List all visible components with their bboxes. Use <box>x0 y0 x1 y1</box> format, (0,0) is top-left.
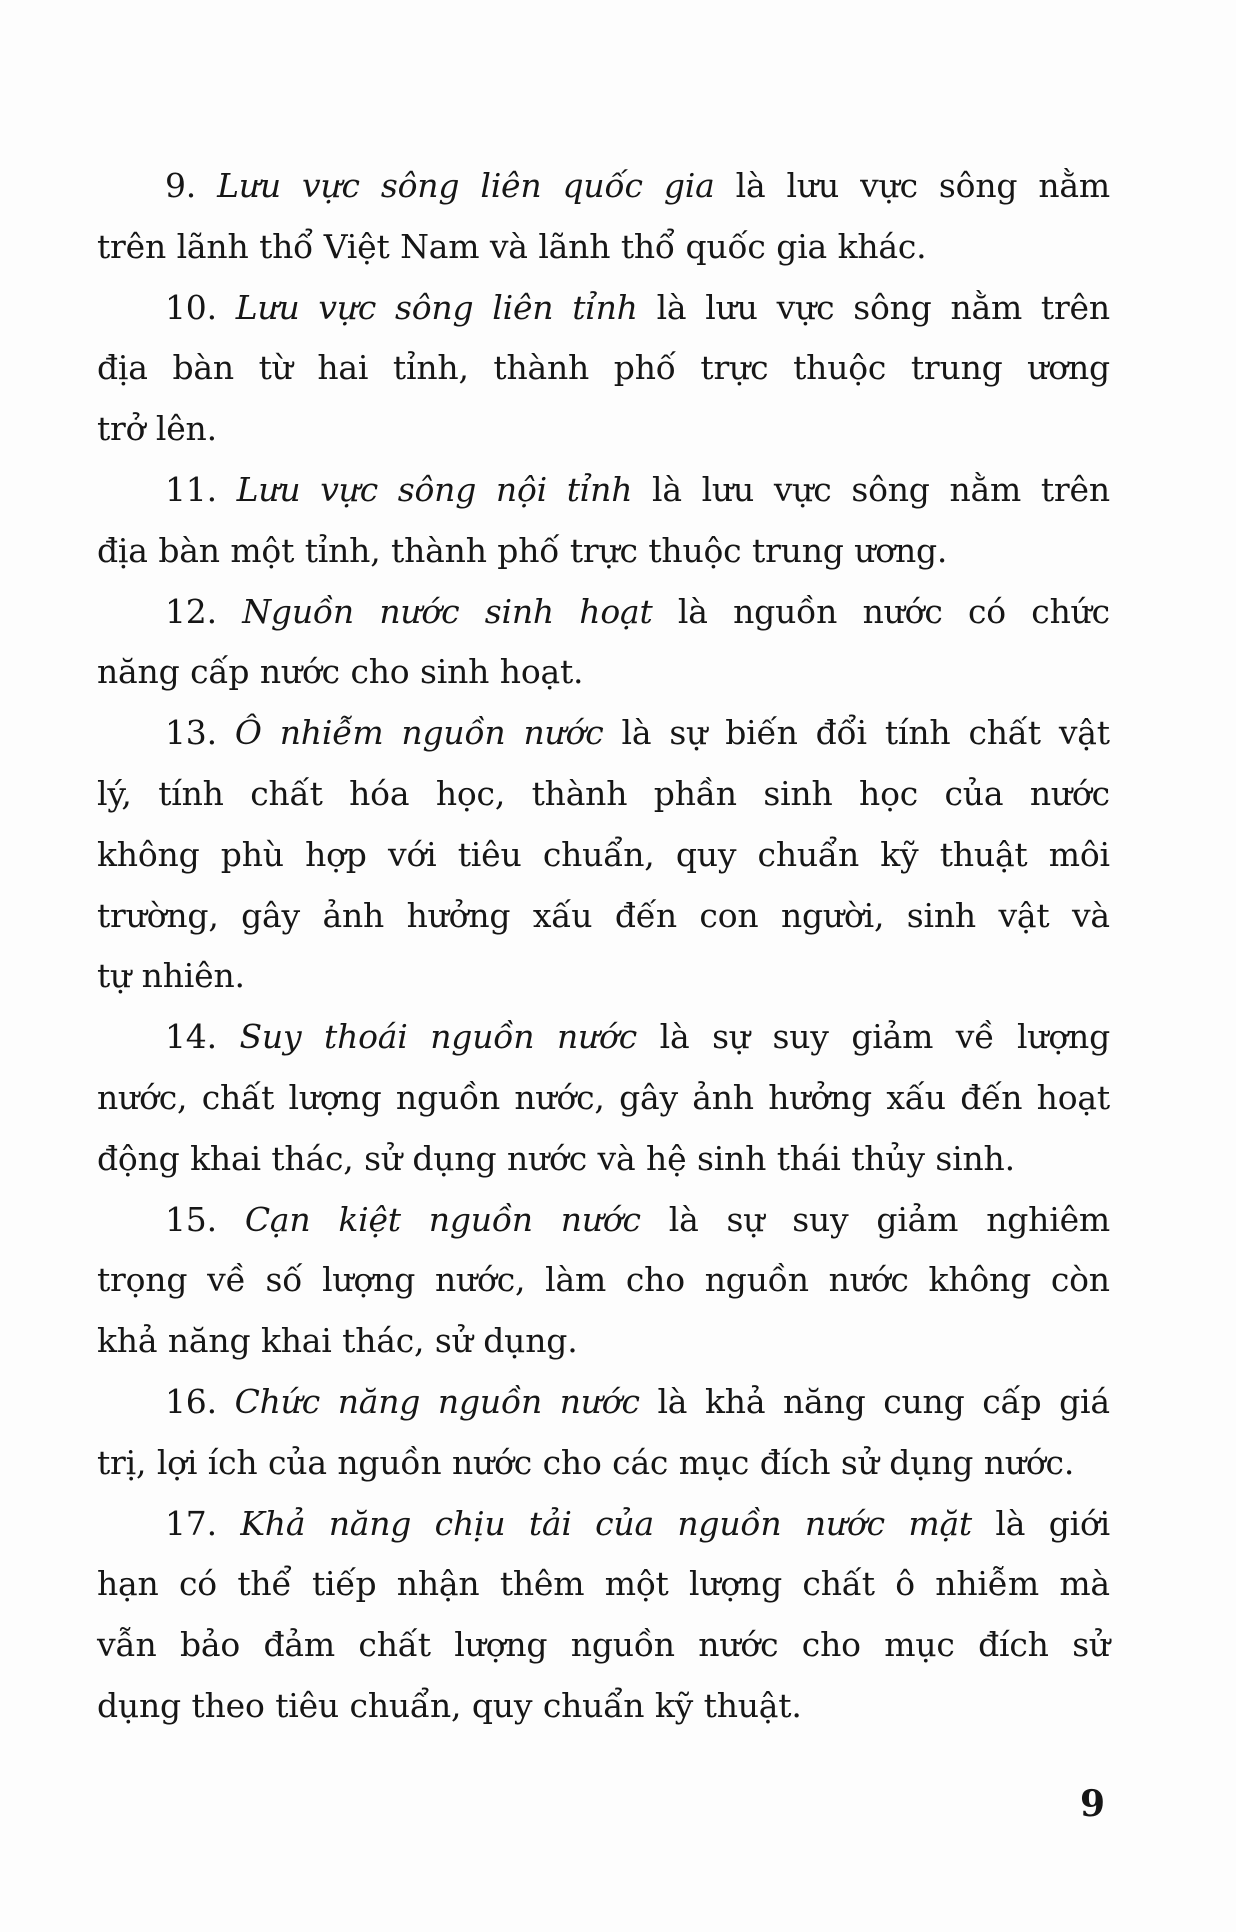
word: chuẩn, <box>349 1685 462 1725</box>
word: thể <box>237 1564 292 1604</box>
word: thuật <box>939 834 1028 874</box>
defined-term-word: Cạn <box>244 1199 311 1239</box>
word: sự <box>726 1199 765 1239</box>
word: giá <box>1059 1381 1110 1421</box>
defined-term-word: Chức <box>234 1381 321 1421</box>
word: sinh <box>420 652 490 692</box>
word: bàn <box>158 530 220 570</box>
word: suy <box>792 1199 849 1239</box>
word: nước <box>506 1138 587 1178</box>
word: xấu <box>886 1077 946 1117</box>
word: lượng <box>454 1625 548 1665</box>
word: hợp <box>305 834 367 874</box>
word: và <box>1071 895 1110 935</box>
word: trường, <box>97 895 219 935</box>
word: dụng <box>889 1442 974 1482</box>
word: khả <box>97 1321 158 1361</box>
word: tự <box>97 956 132 996</box>
word: trị, <box>97 1442 147 1482</box>
word: nằm <box>949 469 1022 509</box>
defined-term-word: năng <box>328 1503 412 1543</box>
paragraph-line <box>97 1250 1110 1311</box>
paragraph-first-line <box>97 582 1110 643</box>
word: môi <box>1048 834 1110 874</box>
word: lưu <box>705 287 758 327</box>
word: sông <box>853 287 932 327</box>
word: hoạt. <box>499 652 584 692</box>
word: theo <box>191 1685 265 1725</box>
word: đảm <box>263 1625 335 1665</box>
word: phố <box>613 348 676 388</box>
word: hưởng <box>406 895 511 935</box>
definition-paragraph <box>97 1372 1110 1494</box>
definition-paragraph <box>97 460 1110 582</box>
word: không <box>928 1260 1032 1300</box>
defined-term-word: kiệt <box>338 1199 401 1239</box>
word: từ <box>258 348 293 388</box>
word: cấp <box>982 1381 1042 1421</box>
word: chất <box>250 773 323 813</box>
word: Nam <box>400 226 480 266</box>
word: thuật. <box>703 1685 802 1725</box>
word: nằm <box>950 287 1023 327</box>
word: động <box>97 1138 180 1178</box>
word: với <box>388 834 437 874</box>
word: đích <box>759 1442 831 1482</box>
paragraph-first-line <box>97 1190 1110 1251</box>
word: nguồn <box>704 1260 809 1300</box>
word: trở <box>97 409 146 449</box>
word: chất <box>968 713 1041 753</box>
word: tính <box>158 773 224 813</box>
word: sử <box>434 1321 473 1361</box>
word: là <box>621 713 652 753</box>
definition-paragraph <box>97 582 1110 704</box>
word: sử <box>840 1442 879 1482</box>
defined-term-word: hoạt <box>579 591 653 631</box>
word: phố <box>497 530 560 570</box>
word: 17. <box>165 1503 217 1543</box>
defined-term-word: Lưu <box>217 166 281 205</box>
paragraph-first-line <box>97 460 1110 521</box>
word: nhận <box>396 1564 480 1604</box>
defined-term-word: nguồn <box>677 1503 782 1543</box>
word: 16. <box>165 1381 217 1421</box>
word: con <box>699 895 759 935</box>
word: vật <box>1058 713 1110 753</box>
word: tỉnh, <box>392 348 469 388</box>
word: thác, <box>271 1138 354 1178</box>
word: thành <box>391 530 487 570</box>
word: thủy <box>851 1138 925 1178</box>
word: trên <box>1040 287 1110 327</box>
word: nguồn <box>733 591 838 631</box>
defined-term-word: mặt <box>908 1503 972 1543</box>
word: hệ <box>646 1138 687 1178</box>
paragraph-first-line <box>97 156 1110 217</box>
word: 9. <box>165 166 197 205</box>
word: về <box>207 1260 246 1300</box>
defined-term-word: Lưu <box>236 469 301 509</box>
word: chất <box>201 1077 275 1117</box>
word: gây <box>241 895 300 935</box>
defined-term-word: nguồn <box>437 1381 542 1421</box>
paragraph-line <box>97 1311 1110 1372</box>
word: ích <box>207 1442 258 1482</box>
word: bàn <box>172 348 234 388</box>
word: là <box>656 287 687 327</box>
word: thuộc <box>648 530 742 570</box>
definitions-text <box>97 156 1110 1737</box>
word: ương. <box>854 530 948 570</box>
word: tỉnh, <box>304 530 381 570</box>
word: khai <box>260 1321 332 1361</box>
word: đổi <box>815 713 867 753</box>
word: sông <box>938 166 1018 205</box>
defined-term-word: quốc <box>562 166 643 205</box>
word: biến <box>725 713 798 753</box>
word: chất <box>802 1564 875 1604</box>
defined-term-word: nước <box>379 591 460 631</box>
word: nước <box>862 591 943 631</box>
word: gia <box>776 226 828 266</box>
word: cho <box>625 1260 685 1300</box>
word: và <box>489 226 528 266</box>
paragraph-line <box>97 1068 1110 1129</box>
word: sinh <box>906 895 976 935</box>
word: sự <box>669 713 708 753</box>
paragraph-line <box>97 825 1110 886</box>
word: ảnh <box>692 1077 754 1117</box>
word: lãnh <box>176 226 249 266</box>
word: sử <box>364 1138 402 1178</box>
word: tiếp <box>311 1564 377 1604</box>
word: hai <box>317 348 369 388</box>
word: mục <box>678 1442 750 1482</box>
defined-term-word: gia <box>663 166 715 205</box>
word: 11. <box>165 469 217 509</box>
word: lượng <box>322 1260 416 1300</box>
word: các <box>612 1442 669 1482</box>
defined-term-word: Nguồn <box>242 591 354 631</box>
word: giới <box>1048 1503 1110 1543</box>
word: tiêu <box>275 1685 339 1725</box>
word: làm <box>545 1260 607 1300</box>
word: thác, <box>342 1321 425 1361</box>
word: lợi <box>156 1442 198 1482</box>
word: tiêu <box>457 834 522 874</box>
word: học, <box>435 773 506 813</box>
word: vẫn <box>97 1625 157 1665</box>
paragraph-first-line <box>97 1007 1110 1068</box>
word: ương <box>1027 348 1110 388</box>
word: nhiên. <box>141 956 245 996</box>
defined-term-word: nước <box>560 1199 641 1239</box>
defined-term-word: nguồn <box>428 1199 533 1239</box>
word: chuẩn <box>757 834 859 874</box>
word: khác. <box>837 226 927 266</box>
word: Việt <box>323 226 390 266</box>
word: phần <box>653 773 737 813</box>
defined-term-word: vực <box>318 287 377 327</box>
word: 10. <box>165 287 217 327</box>
word: nước <box>828 1260 909 1300</box>
word: dụng. <box>483 1321 578 1361</box>
word: kỹ <box>880 834 919 874</box>
word: lý, <box>97 773 132 813</box>
defined-term-word: chịu <box>434 1503 506 1543</box>
word: suy <box>772 1017 829 1057</box>
paragraph-line <box>97 399 1110 460</box>
word: vực <box>776 287 835 327</box>
word: kỹ <box>654 1685 694 1725</box>
word: của <box>944 773 1004 813</box>
word: lượng <box>1016 1017 1110 1057</box>
defined-term-word: nguồn <box>430 1017 535 1057</box>
defined-term-word: Khả <box>240 1503 306 1543</box>
defined-term-word: tỉnh <box>572 287 638 327</box>
word: thổ <box>259 226 314 266</box>
word: quy <box>471 1685 533 1725</box>
defined-term-word: sinh <box>484 591 554 631</box>
word: trực <box>700 348 769 388</box>
word: gây <box>619 1077 678 1117</box>
word: nghiêm <box>986 1199 1110 1239</box>
defined-term-word: Suy <box>239 1017 302 1057</box>
word: nước <box>259 652 340 692</box>
word: số <box>265 1260 303 1300</box>
word: 15. <box>165 1199 217 1239</box>
word: chuẩn <box>542 1685 645 1725</box>
word: đến <box>960 1077 1023 1117</box>
word: giảm <box>876 1199 959 1239</box>
word: vực <box>773 469 832 509</box>
word: có <box>178 1564 217 1604</box>
word: vật <box>998 895 1050 935</box>
word: một <box>604 1564 669 1604</box>
word: mục <box>884 1625 955 1665</box>
paragraph-line <box>97 946 1110 1007</box>
paragraph-line <box>97 764 1110 825</box>
defined-term-word: nước <box>556 1017 637 1057</box>
word: dụng <box>97 1685 181 1725</box>
paragraph-first-line <box>97 1494 1110 1555</box>
word: sử <box>1072 1625 1110 1665</box>
word: địa <box>97 530 148 570</box>
definition-paragraph <box>97 703 1110 1007</box>
word: sinh. <box>935 1138 1015 1178</box>
word: về <box>955 1017 995 1057</box>
word: trung <box>910 348 1003 388</box>
word: khả <box>704 1381 766 1421</box>
defined-term-word: tải <box>528 1503 572 1543</box>
word: sự <box>712 1017 750 1057</box>
paragraph-line <box>97 1433 1110 1494</box>
defined-term-word: liên <box>492 287 554 327</box>
definition-paragraph <box>97 156 1110 278</box>
word: là <box>659 1017 690 1057</box>
word: chức <box>1031 591 1110 631</box>
word: hạn <box>97 1564 159 1604</box>
paragraph-line <box>97 1129 1110 1190</box>
definition-paragraph <box>97 1190 1110 1372</box>
word: lãnh <box>538 226 611 266</box>
word: cấp <box>190 652 250 692</box>
word: thành <box>531 773 628 813</box>
defined-term-word: Ô <box>234 713 262 753</box>
word: nhiễm <box>935 1564 1039 1604</box>
word: nguồn <box>570 1625 675 1665</box>
word: là <box>735 166 766 205</box>
word: xấu <box>532 895 593 935</box>
word: sinh <box>696 1138 767 1178</box>
word: hóa <box>349 773 410 813</box>
word: quốc <box>685 226 766 266</box>
word: lên. <box>155 409 217 449</box>
word: là <box>677 591 708 631</box>
paragraph-line <box>97 1676 1110 1737</box>
defined-term-word: vực <box>320 469 378 509</box>
word: mà <box>1059 1564 1110 1604</box>
word: năng <box>97 652 180 692</box>
definition-paragraph <box>97 1494 1110 1737</box>
word: dụng <box>412 1138 497 1178</box>
defined-term-word: của <box>595 1503 654 1543</box>
word: nằm <box>1038 166 1110 205</box>
word: quy <box>675 834 737 874</box>
word: cung <box>883 1381 965 1421</box>
word: của <box>268 1442 327 1482</box>
word: hoạt <box>1036 1077 1110 1117</box>
word: đích <box>978 1625 1049 1665</box>
definition-paragraph <box>97 1007 1110 1189</box>
word: nguồn <box>395 1077 500 1117</box>
word: cho <box>801 1625 861 1665</box>
defined-term-word: nguồn <box>401 713 506 753</box>
word: là <box>995 1503 1026 1543</box>
word: 14. <box>165 1017 217 1057</box>
word: năng <box>782 1381 866 1421</box>
word: lưu <box>701 469 755 509</box>
word: lượng <box>288 1077 382 1117</box>
word: là <box>652 469 682 509</box>
word: vực <box>860 166 918 205</box>
defined-term-word: vực <box>302 166 360 205</box>
word: học <box>859 773 919 813</box>
word: trung <box>752 530 844 570</box>
defined-term-word: thoái <box>324 1017 408 1057</box>
defined-term-word: liên <box>480 166 542 205</box>
defined-term-word: nước <box>559 1381 640 1421</box>
paragraph-first-line <box>97 278 1110 339</box>
word: đến <box>614 895 677 935</box>
word: 13. <box>165 713 217 753</box>
word: giảm <box>851 1017 934 1057</box>
word: nước <box>1029 773 1110 813</box>
word: là <box>668 1199 699 1239</box>
word: trên <box>1040 469 1110 509</box>
paragraph-first-line <box>97 1372 1110 1433</box>
word: cho <box>542 1442 602 1482</box>
paragraph-first-line <box>97 703 1110 764</box>
word: hưởng <box>768 1077 872 1117</box>
word: và <box>597 1138 636 1178</box>
word: nước, <box>434 1260 526 1300</box>
paragraph-line <box>97 886 1110 947</box>
word: nước, <box>97 1077 188 1117</box>
word: nguồn <box>337 1442 442 1482</box>
word: bảo <box>179 1625 241 1665</box>
word: sinh <box>763 773 833 813</box>
word: cho <box>350 652 410 692</box>
word: ảnh <box>322 895 385 935</box>
paragraph-line <box>97 521 1110 582</box>
word: một <box>230 530 295 570</box>
word: có <box>967 591 1006 631</box>
defined-term-word: nhiễm <box>279 713 384 753</box>
defined-term-word: sông <box>397 469 477 509</box>
word: khai <box>190 1138 261 1178</box>
defined-term-word: năng <box>337 1381 421 1421</box>
word: tính <box>884 713 951 753</box>
defined-term-word: sông <box>380 166 460 205</box>
word: sông <box>851 469 930 509</box>
word: người, <box>780 895 885 935</box>
word: không <box>97 834 200 874</box>
defined-term-word: tỉnh <box>566 469 633 509</box>
paragraph-line <box>97 338 1110 399</box>
page-number: 9 <box>1080 1783 1106 1825</box>
word: nước <box>452 1442 533 1482</box>
paragraph-line <box>97 1615 1110 1676</box>
word: còn <box>1050 1260 1110 1300</box>
word: nước, <box>514 1077 605 1117</box>
paragraph-line <box>97 642 1110 703</box>
word: thái <box>776 1138 841 1178</box>
paragraph-line <box>97 1554 1110 1615</box>
defined-term-word: nước <box>804 1503 885 1543</box>
word: phù <box>220 834 284 874</box>
word: là <box>657 1381 688 1421</box>
defined-term-word: nước <box>523 713 604 753</box>
word: trọng <box>97 1260 188 1300</box>
word: 12. <box>165 591 217 631</box>
defined-term-word: sông <box>395 287 474 327</box>
word: nước. <box>983 1442 1075 1482</box>
paragraph-line <box>97 217 1110 278</box>
word: ô <box>895 1564 915 1604</box>
defined-term-word: Lưu <box>235 287 300 327</box>
word: lượng <box>688 1564 783 1604</box>
word: năng <box>167 1321 251 1361</box>
word: chất <box>358 1625 431 1665</box>
word: trực <box>569 530 638 570</box>
word: địa <box>97 348 148 388</box>
defined-term-word: nội <box>495 469 547 509</box>
word: lưu <box>786 166 840 205</box>
word: chuẩn, <box>542 834 655 874</box>
definition-paragraph <box>97 278 1110 460</box>
word: thuộc <box>793 348 887 388</box>
word: thổ <box>620 226 675 266</box>
word: thành <box>493 348 590 388</box>
word: thêm <box>499 1564 585 1604</box>
word: trên <box>97 226 167 266</box>
word: nước <box>698 1625 779 1665</box>
